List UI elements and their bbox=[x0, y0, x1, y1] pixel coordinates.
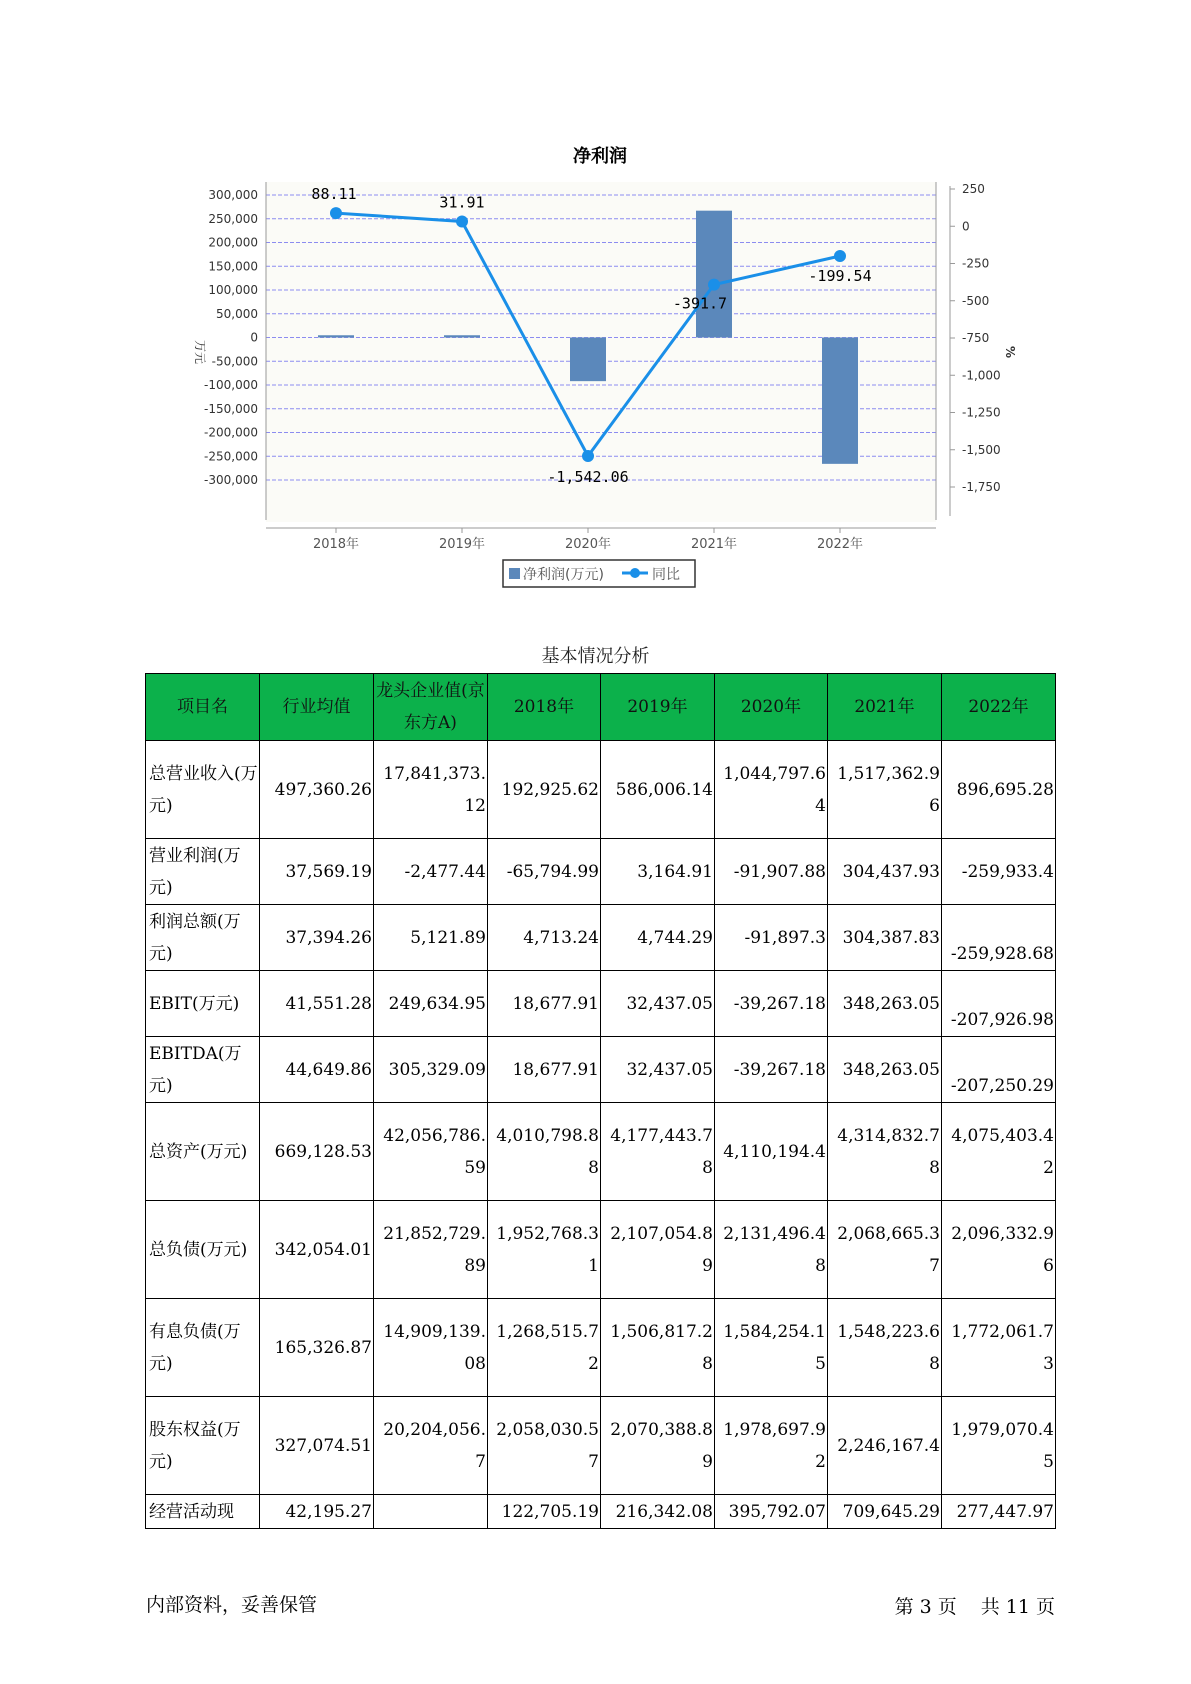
table-caption: 基本情况分析 bbox=[541, 646, 650, 667]
yoy-data-label: -199.54 bbox=[808, 266, 872, 285]
table-cell: 4,177,443.78 bbox=[601, 1103, 715, 1201]
x-tick-label: 2021年 bbox=[690, 537, 738, 552]
table-cell: 497,360.26 bbox=[260, 741, 374, 839]
right-tick-label: -250 bbox=[962, 256, 990, 271]
row-label: 总负债(万元) bbox=[146, 1201, 260, 1299]
table-cell: -259,928.68 bbox=[942, 905, 1056, 971]
table-row bbox=[146, 1495, 1056, 1529]
table-cell: 395,792.07 bbox=[715, 1495, 828, 1529]
table-row bbox=[146, 1397, 1056, 1495]
table-cell: 122,705.19 bbox=[488, 1495, 601, 1529]
table-cell: 41,551.28 bbox=[260, 971, 374, 1037]
table-cell: 304,437.93 bbox=[828, 839, 942, 905]
table-cell: 18,677.91 bbox=[488, 971, 601, 1037]
row-label: 经营活动现 bbox=[146, 1495, 260, 1529]
yoy-point bbox=[582, 450, 594, 462]
net-profit-bar bbox=[696, 211, 732, 338]
table-cell: 1,517,362.96 bbox=[828, 741, 942, 839]
left-axis-title: 万元 bbox=[193, 339, 207, 365]
table-row bbox=[146, 1299, 1056, 1397]
right-axis-ticks bbox=[950, 182, 1001, 494]
table-row bbox=[146, 741, 1056, 839]
right-tick-label: -500 bbox=[962, 293, 990, 308]
table-cell: 192,925.62 bbox=[488, 741, 601, 839]
legend bbox=[503, 560, 695, 587]
yoy-data-label: -391.7 bbox=[672, 294, 728, 313]
table-cell: 4,314,832.78 bbox=[828, 1103, 942, 1201]
left-tick-label: -250,000 bbox=[204, 449, 258, 464]
table-cell: -2,477.44 bbox=[374, 839, 488, 905]
table-row bbox=[146, 1103, 1056, 1201]
table-cell: -207,926.98 bbox=[942, 971, 1056, 1037]
table-cell: 1,772,061.73 bbox=[942, 1299, 1056, 1397]
table-cell: 669,128.53 bbox=[260, 1103, 374, 1201]
net-profit-bar bbox=[444, 335, 480, 337]
table-cell: 4,744.29 bbox=[601, 905, 715, 971]
table-cell: 5,121.89 bbox=[374, 905, 488, 971]
net-profit-bar bbox=[570, 338, 606, 382]
left-tick-label: 50,000 bbox=[216, 306, 258, 321]
table-cell: 42,056,786.59 bbox=[374, 1103, 488, 1201]
confidential-note: 内部资料，妥善保管 bbox=[146, 1594, 318, 1616]
table-cell: 4,713.24 bbox=[488, 905, 601, 971]
total-unit: 页 bbox=[1035, 1596, 1055, 1618]
x-tick-label: 2018年 bbox=[312, 537, 360, 552]
row-label: EBITDA(万元) bbox=[146, 1037, 260, 1103]
table-row bbox=[146, 839, 1056, 905]
left-tick-label: -200,000 bbox=[204, 425, 258, 440]
row-label: 总资产(万元) bbox=[146, 1103, 260, 1201]
table-cell: 305,329.09 bbox=[374, 1037, 488, 1103]
left-tick-label: 100,000 bbox=[208, 283, 258, 297]
table-cell: 277,447.97 bbox=[942, 1495, 1056, 1529]
basic-analysis-table bbox=[145, 673, 1056, 1529]
table-cell: -259,933.4 bbox=[942, 839, 1056, 905]
page-number bbox=[889, 1592, 1055, 1619]
table-cell: 348,263.05 bbox=[828, 971, 942, 1037]
table-cell: 1,548,223.68 bbox=[828, 1299, 942, 1397]
table-cell: 4,110,194.4 bbox=[715, 1103, 828, 1201]
table-cell: 2,246,167.4 bbox=[828, 1397, 942, 1495]
table-cell: 1,506,817.28 bbox=[601, 1299, 715, 1397]
net-profit-chart bbox=[0, 0, 1191, 620]
table-cell: 1,979,070.45 bbox=[942, 1397, 1056, 1495]
table-row bbox=[146, 1037, 1056, 1103]
page-unit: 页 bbox=[937, 1596, 957, 1618]
table-cell: 37,569.19 bbox=[260, 839, 374, 905]
left-tick-label: -150,000 bbox=[204, 401, 258, 416]
table-cell: -91,907.88 bbox=[715, 839, 828, 905]
table-cell: 2,131,496.48 bbox=[715, 1201, 828, 1299]
left-tick-label: -100,000 bbox=[204, 378, 258, 392]
table-cell: 37,394.26 bbox=[260, 905, 374, 971]
header-industry-avg: 行业均值 bbox=[260, 674, 374, 741]
table-cell: 20,204,056.7 bbox=[374, 1397, 488, 1495]
left-tick-label: -50,000 bbox=[211, 354, 258, 369]
chart-canvas bbox=[0, 0, 1191, 620]
header-2022: 2022年 bbox=[942, 674, 1056, 741]
yoy-data-label: -1,542.06 bbox=[547, 468, 629, 487]
table-cell: 2,107,054.89 bbox=[601, 1201, 715, 1299]
header-item-name: 项目名 bbox=[146, 674, 260, 741]
left-tick-label: -300,000 bbox=[204, 473, 258, 487]
left-axis-ticks bbox=[204, 188, 258, 487]
row-label: 有息负债(万元) bbox=[146, 1299, 260, 1397]
yoy-point bbox=[456, 215, 468, 227]
yoy-point bbox=[834, 250, 846, 262]
row-label: EBIT(万元) bbox=[146, 971, 260, 1037]
yoy-data-label: 88.11 bbox=[311, 185, 357, 204]
table-cell: 342,054.01 bbox=[260, 1201, 374, 1299]
table-cell: -91,897.3 bbox=[715, 905, 828, 971]
table-cell: 44,649.86 bbox=[260, 1037, 374, 1103]
header-2021: 2021年 bbox=[828, 674, 942, 741]
legend-line-label: 同比 bbox=[652, 567, 680, 583]
table-cell: 3,164.91 bbox=[601, 839, 715, 905]
header-2020: 2020年 bbox=[715, 674, 828, 741]
left-tick-label: 300,000 bbox=[208, 188, 258, 202]
left-tick-label: 200,000 bbox=[208, 235, 258, 250]
table-cell: 1,584,254.15 bbox=[715, 1299, 828, 1397]
page-prefix: 第 bbox=[894, 1596, 914, 1618]
legend-bar-swatch bbox=[509, 568, 520, 579]
yoy-data-label: 31.91 bbox=[439, 193, 485, 212]
table-cell: -207,250.29 bbox=[942, 1037, 1056, 1103]
table-cell: -65,794.99 bbox=[488, 839, 601, 905]
page-current: 3 bbox=[919, 1596, 932, 1618]
right-tick-label: -1,000 bbox=[962, 368, 1001, 383]
right-tick-label: -750 bbox=[962, 331, 990, 345]
chart-title: 净利润 bbox=[573, 146, 627, 167]
table-row bbox=[146, 1201, 1056, 1299]
right-tick-label: 250 bbox=[962, 182, 985, 196]
table-cell: 348,263.05 bbox=[828, 1037, 942, 1103]
header-leader-value: 龙头企业值(京东方A) bbox=[374, 674, 488, 741]
table-cell: 586,006.14 bbox=[601, 741, 715, 839]
x-tick-label: 2019年 bbox=[438, 537, 486, 552]
table-cell: 21,852,729.89 bbox=[374, 1201, 488, 1299]
net-profit-bar bbox=[318, 335, 354, 337]
table-cell: 327,074.51 bbox=[260, 1397, 374, 1495]
right-axis-title: % bbox=[1003, 345, 1017, 359]
yoy-point bbox=[708, 279, 720, 291]
table-row bbox=[146, 971, 1056, 1037]
row-label: 利润总额(万元) bbox=[146, 905, 260, 971]
row-label: 营业利润(万元) bbox=[146, 839, 260, 905]
table-cell: 304,387.83 bbox=[828, 905, 942, 971]
table-cell: -39,267.18 bbox=[715, 971, 828, 1037]
right-tick-label: -1,750 bbox=[962, 480, 1001, 494]
table-cell: 896,695.28 bbox=[942, 741, 1056, 839]
table-cell: 165,326.87 bbox=[260, 1299, 374, 1397]
table-header-row bbox=[146, 674, 1056, 741]
table-cell: 1,978,697.92 bbox=[715, 1397, 828, 1495]
table-row bbox=[146, 905, 1056, 971]
yoy-point bbox=[330, 207, 342, 219]
left-tick-label: 0 bbox=[250, 330, 258, 345]
table-cell: 1,952,768.31 bbox=[488, 1201, 601, 1299]
table-cell: 1,044,797.64 bbox=[715, 741, 828, 839]
table-cell: 32,437.05 bbox=[601, 971, 715, 1037]
right-tick-label: -1,500 bbox=[962, 442, 1001, 457]
left-tick-label: 250,000 bbox=[208, 211, 258, 226]
table-cell: 2,070,388.89 bbox=[601, 1397, 715, 1495]
table-cell bbox=[374, 1495, 488, 1529]
net-profit-bar bbox=[822, 338, 858, 464]
x-tick-label: 2022年 bbox=[816, 537, 864, 552]
row-label: 股东权益(万元) bbox=[146, 1397, 260, 1495]
table-cell: 1,268,515.72 bbox=[488, 1299, 601, 1397]
right-tick-label: -1,250 bbox=[962, 405, 1001, 420]
total-prefix: 共 bbox=[980, 1596, 1000, 1618]
row-label: 总营业收入(万元) bbox=[146, 741, 260, 839]
legend-line-marker bbox=[630, 568, 640, 578]
left-tick-label: 150,000 bbox=[208, 259, 258, 274]
page-total: 11 bbox=[1005, 1596, 1030, 1618]
table-cell: 14,909,139.08 bbox=[374, 1299, 488, 1397]
table-cell: 216,342.08 bbox=[601, 1495, 715, 1529]
x-axis-ticks bbox=[313, 528, 863, 552]
x-tick-label: 2020年 bbox=[564, 537, 612, 552]
table-cell: 4,075,403.42 bbox=[942, 1103, 1056, 1201]
table-cell: 4,010,798.88 bbox=[488, 1103, 601, 1201]
table-cell: -39,267.18 bbox=[715, 1037, 828, 1103]
legend-bar-label: 净利润(万元) bbox=[523, 567, 604, 583]
table-cell: 2,058,030.57 bbox=[488, 1397, 601, 1495]
table-cell: 2,096,332.96 bbox=[942, 1201, 1056, 1299]
right-tick-label: 0 bbox=[962, 219, 970, 234]
table-cell: 42,195.27 bbox=[260, 1495, 374, 1529]
header-2019: 2019年 bbox=[601, 674, 715, 741]
table-cell: 249,634.95 bbox=[374, 971, 488, 1037]
header-2018: 2018年 bbox=[488, 674, 601, 741]
table-cell: 18,677.91 bbox=[488, 1037, 601, 1103]
table-cell: 17,841,373.12 bbox=[374, 741, 488, 839]
table-cell: 32,437.05 bbox=[601, 1037, 715, 1103]
table-cell: 2,068,665.37 bbox=[828, 1201, 942, 1299]
table-cell: 709,645.29 bbox=[828, 1495, 942, 1529]
